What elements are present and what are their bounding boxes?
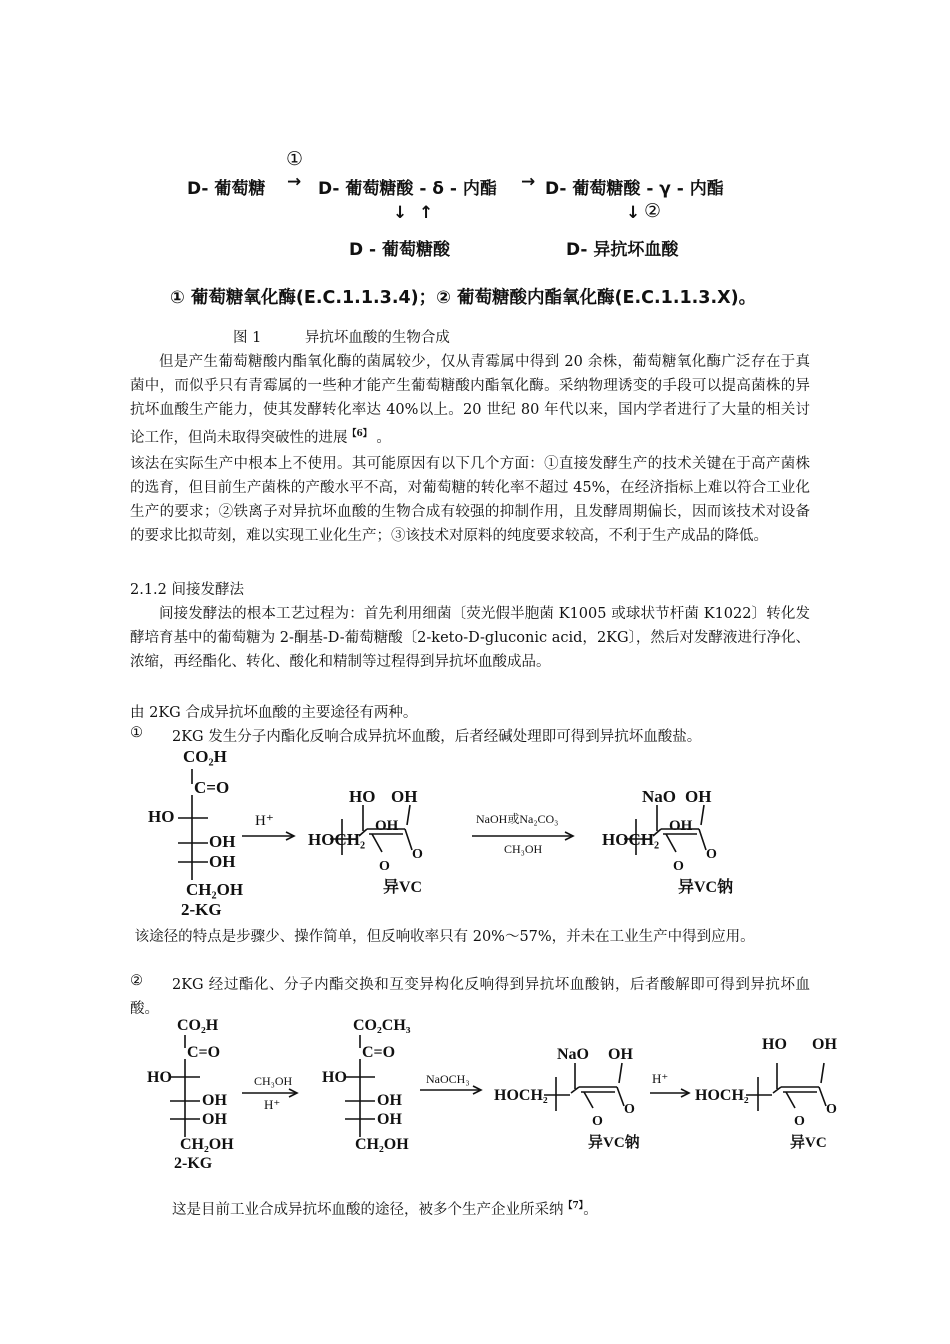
s2-ho-ring-2: HO	[762, 1036, 787, 1053]
s1-hoch2-2: HOCH₂	[602, 830, 660, 849]
s1-ch2oh: CH₂OH	[186, 880, 244, 899]
paragraph-6	[172, 1198, 598, 1219]
citation-7: 【7】	[563, 1201, 584, 1212]
s1-base-top: NaOH或Na₂CO₃	[476, 812, 559, 826]
reaction-scheme-2	[130, 1015, 840, 1175]
enzyme-legend: ① 葡萄糖氧化酶(E.C.1.1.3.4)；② 葡萄糖酸内酯氧化酶(E.C.1.1.3.X)。	[170, 288, 757, 308]
s1-carbonyl-o-2: O	[706, 847, 717, 862]
route-2-number: ②	[130, 973, 143, 989]
s1-ring-o: O	[379, 859, 390, 874]
s2-oh-3: OH	[377, 1092, 402, 1109]
citation-6: 【6】	[347, 429, 372, 439]
paragraph-3: 间接发酵法的根本工艺过程为：首先利用细菌〔荧光假半胞菌 K1005 或球状节杆菌 K1022〕转化发酵培育基中的葡萄糖为 2-酮基-D-葡萄糖酸〔2-keto-D-gluconic acid，2KG〕，然后对发酵液进行净化、浓缩，再经酯化、转化、酸化和精制等过程得到异抗坏血酸成品。	[130, 606, 810, 670]
s2-ivcna-label: 异VC钠	[588, 1135, 640, 1151]
paragraph-2: 该法在实际生产中根本上不使用。其可能原因有以下几个方面：①直接发酵生产的技术关键在于高产菌株的选育，但目前生产菌株的产酸水平不高，对葡萄糖的转化率不超过 45%，在经济指标上难以符合工业化生产的要求；②铁离子对异抗坏血酸的生物合成有较强的抑制作用，且发酵周期偏长，因而该技术对设备的要求比拟苛刻，难以实现工业化生产；③该技术对原料的纯度要求较高，不利于生产成品的降低。	[130, 456, 810, 544]
paragraph-4: 由 2KG 合成异抗坏血酸的主要途径有两种。	[130, 705, 418, 721]
s2-co2ch3: CO₂CH₃	[353, 1017, 411, 1034]
s2-hoch2-1: HOCH₂	[494, 1087, 548, 1104]
node-isoascorbic-acid: D- 异抗坏血酸	[566, 240, 679, 260]
node-d-glucose: D- 葡萄糖	[187, 179, 266, 199]
node-delta-lactone: D- 葡萄糖酸 - δ - 内酯	[318, 179, 497, 199]
s2-ch2oh: CH₂OH	[180, 1136, 234, 1153]
s1-h-plus: H⁺	[255, 813, 274, 829]
arrow-up-1: ↑	[419, 203, 434, 223]
s1-2kg-label: 2-KG	[181, 900, 222, 919]
s1-ivc-label: 异VC	[383, 879, 423, 896]
paragraph-1-text: 但是产生葡萄糖酸内酯氧化酶的菌属较少，仅从青霉属中得到 20 余株，葡萄糖氧化酶广泛存在于真菌中，而似乎只有青霉属的一些种才能产生葡萄糖酸内酯氧化酶。采纳物理诱变的手段可以提高菌株的异抗坏血酸生产能力，使其发酵转化率达 40%以上。20 世纪 80 年代以来，国内学者进行了大量的相关讨论工作，但尚未取得突破性的进展	[130, 354, 810, 446]
s2-naome: NaOCH₃	[426, 1072, 470, 1086]
node-gluconic-acid: D - 葡萄糖酸	[349, 240, 451, 260]
arrow-down-2: ↓	[626, 203, 641, 223]
s1-base-bottom: CH₃OH	[504, 842, 543, 856]
s2-ho-2: HO	[322, 1069, 347, 1086]
paragraph-1-end: 。	[371, 429, 391, 446]
s2-co2h: CO₂H	[177, 1017, 219, 1034]
s1-ho: HO	[148, 807, 175, 826]
route-1-text: 2KG 发生分子内酯化反响合成异抗坏血酸，后者经碱处理即可得到异抗坏血酸盐。	[172, 729, 702, 745]
s2-ring-o-2: O	[794, 1114, 805, 1129]
s2-ceo: C=O	[187, 1044, 221, 1061]
s1-ivcna-label: 异VC钠	[678, 879, 734, 896]
s1-co2h: CO₂H	[183, 747, 227, 766]
s1-ho-ring: HO	[349, 787, 376, 806]
s2-ring-o-1: O	[592, 1114, 603, 1129]
paragraph-6-text: 这是目前工业合成异抗坏血酸的途径，被多个生产企业所采纳	[172, 1202, 564, 1218]
s2-ceo-2: C=O	[362, 1044, 396, 1061]
s2-oh-1: OH	[202, 1092, 227, 1109]
s2-h-plus-1: H⁺	[264, 1097, 281, 1112]
node-gamma-lactone: D- 葡萄糖酸 - γ - 内酯	[545, 179, 724, 199]
s2-oh-ring-1: OH	[608, 1046, 633, 1063]
paragraph-5	[130, 925, 810, 949]
s1-oh-ring-2-small: OH	[669, 818, 693, 834]
s2-meoh: CH₃OH	[254, 1074, 293, 1088]
s1-oh-2: OH	[209, 852, 236, 871]
arrow-2: →	[521, 172, 536, 192]
s2-h-plus-2: H⁺	[652, 1071, 669, 1086]
s2-oh-ring-2: OH	[812, 1036, 837, 1053]
paragraph-6-end: 。	[583, 1202, 598, 1218]
route-2-text: 2KG 经过酯化、分子内酯交换和互变异构化反响得到异抗坏血酸钠，后者酸解即可得到异抗坏血酸。	[130, 977, 810, 1017]
s2-carbonyl-o-1: O	[624, 1102, 635, 1117]
s1-ceo: C=O	[194, 778, 230, 797]
figure-caption: 图 1 异抗坏血酸的生物合成	[233, 330, 450, 346]
s1-oh-ring-2: OH	[685, 787, 712, 806]
s2-nao: NaO	[557, 1046, 589, 1063]
s1-nao: NaO	[642, 787, 676, 806]
s1-hoch2-1: HOCH₂	[308, 830, 366, 849]
s1-ring-o-2: O	[673, 859, 684, 874]
s1-oh-ring: OH	[391, 787, 418, 806]
s2-hoch2-2: HOCH₂	[695, 1087, 749, 1104]
paragraph-5-text: 该途径的特点是步骤少、操作简单，但反响收率只有 20%～57%，并未在工业生产中得到应用。	[134, 929, 755, 945]
arrow-down-1: ↓	[393, 203, 408, 223]
s2-carbonyl-o-2: O	[826, 1102, 837, 1117]
section-heading-2-1-2: 2.1.2 间接发酵法	[130, 582, 245, 598]
s2-ivc-label: 异VC	[790, 1135, 827, 1151]
s1-oh-1: OH	[209, 832, 236, 851]
s1-oh-ring-small: OH	[375, 818, 399, 834]
step2-number: ②	[644, 200, 662, 222]
s2-oh-4: OH	[377, 1111, 402, 1128]
s2-2kg-label: 2-KG	[174, 1155, 213, 1172]
s2-ch2oh-2: CH₂OH	[355, 1136, 409, 1153]
s1-carbonyl-o: O	[412, 847, 423, 862]
route-1-number: ①	[130, 725, 143, 741]
s2-ho: HO	[147, 1069, 172, 1086]
step1-number: ①	[286, 148, 304, 170]
paragraph-1	[130, 350, 810, 450]
s2-oh-2: OH	[202, 1111, 227, 1128]
arrow-1: →	[287, 172, 302, 192]
reaction-scheme-1	[130, 745, 810, 920]
